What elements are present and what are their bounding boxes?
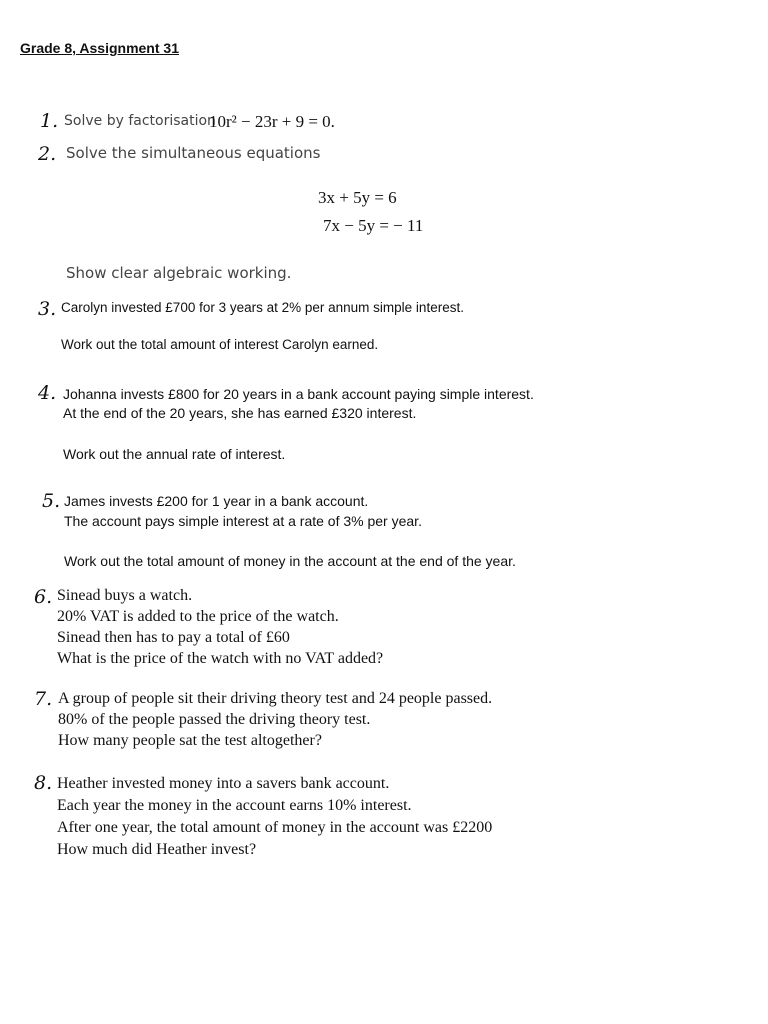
- question-line: Work out the total amount of money in the account at the end of the year.: [64, 553, 516, 569]
- question-line: After one year, the total amount of money in the account was £2200: [57, 819, 493, 836]
- question-2-note: Show clear algebraic working.: [66, 264, 292, 282]
- question-line: Carolyn invested £700 for 3 years at 2% per annum simple interest.: [61, 300, 464, 315]
- question-line: At the end of the 20 years, she has earned £320 interest.: [63, 405, 417, 421]
- question-1-equation: 10r² − 23r + 9 = 0.: [209, 112, 335, 131]
- page-title: Grade 8, Assignment 31: [20, 40, 179, 56]
- question-number: 8.: [34, 772, 53, 794]
- question-number: 5.: [42, 490, 61, 512]
- question-line: A group of people sit their driving theory test and 24 people passed.: [58, 690, 493, 707]
- equation-line: 3x + 5y = 6: [318, 188, 397, 207]
- question-number: 7.: [34, 688, 53, 710]
- question-number: 6.: [34, 586, 53, 608]
- question-line: Work out the total amount of interest Carolyn earned.: [61, 337, 379, 352]
- question-line: Work out the annual rate of interest.: [63, 446, 286, 462]
- question-line: The account pays simple interest at a rate of 3% per year.: [64, 513, 422, 529]
- question-1-text: Solve by factorisation: [64, 113, 216, 129]
- question-line: 80% of the people passed the driving theory test.: [58, 711, 371, 728]
- question-number: 4.: [38, 382, 57, 404]
- question-number: 1.: [40, 110, 59, 132]
- question-line: Johanna invests £800 for 20 years in a bank account paying simple interest.: [63, 386, 534, 402]
- question-line: How much did Heather invest?: [57, 841, 257, 858]
- question-line: How many people sat the test altogether?: [58, 732, 322, 749]
- question-line: Sinead buys a watch.: [57, 587, 193, 604]
- question-line: Sinead then has to pay a total of £60: [57, 629, 290, 646]
- question-line: What is the price of the watch with no VAT added?: [57, 650, 384, 667]
- question-2-text: Solve the simultaneous equations: [66, 144, 321, 162]
- question-number: 3.: [38, 298, 57, 320]
- question-number: 2.: [38, 143, 57, 165]
- question-line: Each year the money in the account earns 10% interest.: [57, 797, 412, 814]
- question-line: 20% VAT is added to the price of the watch.: [57, 608, 339, 625]
- question-line: James invests £200 for 1 year in a bank account.: [64, 493, 369, 509]
- equation-line: 7x − 5y = − 11: [323, 216, 424, 235]
- question-line: Heather invested money into a savers bank account.: [57, 775, 390, 792]
